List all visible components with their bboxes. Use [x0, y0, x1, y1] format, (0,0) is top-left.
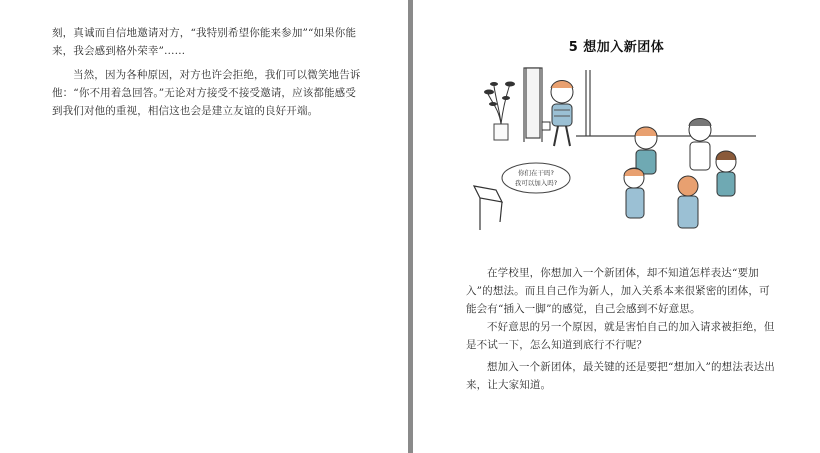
left-paragraph-2: 当然，因为各种原因，对方也许会拒绝，我们可以微笑地告诉他：“你不用着急回答。”无论对方接受不接受邀请，应该都能感受到我们对他的重视，相信这也会是建立友谊的良好开端。 — [52, 69, 361, 117]
speech-bubble — [502, 163, 570, 193]
speech-bubble-line-2: 我可以加入吗? — [514, 179, 558, 187]
right-paragraph-1: 在学校里，你想加入一个新团体，却不知道怎样表达“要加入”的想法。而且自己作为新人，加入关系本来很紧密的团体，可能会有“插入一脚”的感觉，自己会感到不好意思。 — [466, 267, 770, 315]
speech-bubble-line-1: 你们在干吗? — [518, 169, 554, 177]
boy-figure-2 — [689, 119, 711, 171]
boy-figure-3 — [678, 176, 698, 228]
right-paragraph-2: 不好意思的另一个原因，就是害怕自己的加入请求被拒绝，但是不试一下，怎么知道到底行不行呢？ — [466, 321, 775, 351]
illustration — [466, 62, 756, 242]
girl-figure-1 — [635, 127, 657, 174]
girl-figure-2 — [716, 151, 736, 196]
right-paragraph-3: 想加入一个新团体，最关键的还是要把“想加入”的想法表达出来，让大家知道。 — [466, 361, 775, 391]
plant-icon — [484, 82, 515, 141]
section-title: 5 想加入新团体 — [568, 40, 665, 55]
left-paragraph-1: 刻，真诚而自信地邀请对方，“我特别希望你能来参加”“如果你能来，我会感到格外荣幸”…… — [52, 27, 357, 57]
girl-figure-3 — [624, 168, 644, 218]
table — [474, 186, 502, 230]
boy-figure — [542, 81, 573, 147]
